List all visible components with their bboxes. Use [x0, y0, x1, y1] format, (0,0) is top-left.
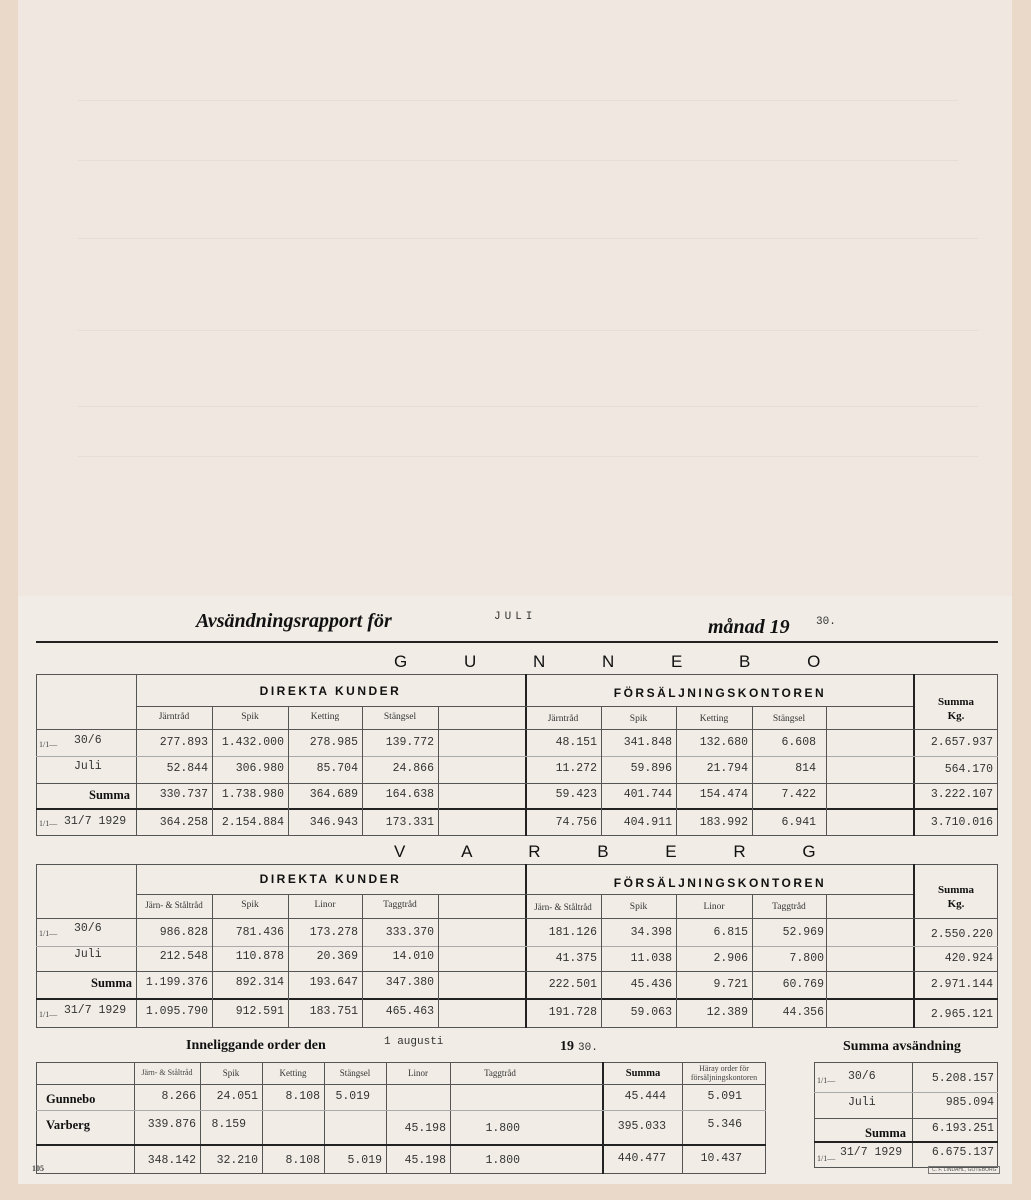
- orders-row-harav: 5.091: [707, 1090, 742, 1103]
- avsandning-row-label: Juli: [848, 1096, 876, 1109]
- cell: 14.010: [392, 950, 434, 963]
- gunnebo-forsaljningskontoren-header: FÖRSÄLJNINGSKONTOREN: [613, 686, 827, 700]
- cell: 912.591: [235, 1005, 284, 1018]
- show-through-line: [78, 406, 978, 407]
- cell: 5.019: [347, 1154, 382, 1167]
- orders-title: Inneliggande order den: [186, 1038, 326, 1053]
- cell: 7.800: [789, 952, 824, 965]
- page-edge-right: [1012, 0, 1031, 1200]
- col-header: Järntråd: [158, 712, 190, 722]
- cell: 59.896: [630, 762, 672, 775]
- cell: 8.108: [285, 1154, 320, 1167]
- row-total: 2.971.144: [930, 978, 993, 991]
- cell: 41.375: [555, 952, 597, 965]
- row-total: 2.657.937: [930, 736, 993, 749]
- cell: 330.737: [159, 788, 208, 801]
- row-label: 31/7 1929: [64, 1004, 127, 1017]
- cell: 212.548: [159, 950, 208, 963]
- report-year-suffix: 30.: [816, 616, 836, 628]
- cell: 181.126: [548, 926, 597, 939]
- col-header: Stängsel: [772, 714, 806, 724]
- row-label-summa: Summa: [89, 788, 130, 802]
- cell: 306.980: [235, 762, 284, 775]
- gunnebo-direkta-kunder-header: DIREKTA KUNDER: [259, 684, 402, 698]
- col-header: Spik: [222, 1068, 240, 1078]
- gunnebo-table: [36, 674, 998, 836]
- cell: 364.258: [159, 816, 208, 829]
- col-header: Spik: [629, 902, 648, 912]
- cell: 24.051: [216, 1090, 258, 1103]
- cell: 173.331: [385, 816, 434, 829]
- avsandning-row-value: 6.193.251: [931, 1122, 994, 1135]
- col-header: Spik: [629, 714, 648, 724]
- cell: 348.142: [147, 1154, 196, 1167]
- show-through-line: [78, 160, 958, 161]
- cell: 814: [795, 762, 816, 775]
- avsandning-row-label: 30/6: [848, 1070, 876, 1083]
- cell: 12.389: [706, 1006, 748, 1019]
- cell: 74.756: [555, 816, 597, 829]
- varberg-forsaljningskontoren-header: FÖRSÄLJNINGSKONTOREN: [613, 876, 827, 890]
- row-total: 564.170: [944, 763, 993, 776]
- cell: 1.800: [485, 1154, 520, 1167]
- row-prefix: 1/1—: [39, 929, 58, 938]
- cell: 21.794: [706, 762, 748, 775]
- cell: 278.985: [309, 736, 358, 749]
- orders-row-summa: 440.477: [617, 1152, 666, 1165]
- header-rule: [36, 641, 998, 643]
- avsandning-title: Summa avsändning: [843, 1039, 961, 1054]
- row-label: 30/6: [74, 734, 102, 747]
- row-prefix: 1/1—: [39, 740, 58, 749]
- cell: 2.154.884: [221, 816, 284, 829]
- cell: 341.848: [623, 736, 672, 749]
- cell: 2.906: [713, 952, 748, 965]
- cell: 193.647: [309, 976, 358, 989]
- col-header: Taggtråd: [484, 1068, 516, 1078]
- gunnebo-kg-header: Kg.: [947, 710, 965, 722]
- row-prefix: 1/1—: [817, 1076, 836, 1085]
- row-label: 30/6: [74, 922, 102, 935]
- cell: 277.893: [159, 736, 208, 749]
- row-total: 2.965.121: [930, 1008, 993, 1021]
- col-header: Taggtråd: [772, 902, 806, 912]
- show-through-line: [78, 456, 978, 457]
- cell: 222.501: [548, 978, 597, 991]
- cell: 191.728: [548, 1006, 597, 1019]
- varberg-direkta-kunder-header: DIREKTA KUNDER: [259, 872, 402, 886]
- cell: 1.095.790: [145, 1005, 208, 1018]
- cell: 60.769: [782, 978, 824, 991]
- cell: 1.738.980: [221, 788, 284, 801]
- row-prefix: 1/1—: [817, 1154, 836, 1163]
- cell: 1.432.000: [221, 736, 284, 749]
- cell: 11.272: [555, 762, 597, 775]
- cell: 45.198: [404, 1122, 446, 1135]
- varberg-kg-header: Kg.: [947, 898, 965, 910]
- cell: 346.943: [309, 816, 358, 829]
- col-header: Järn- & Ståltråd: [534, 902, 592, 912]
- cell: 164.638: [385, 788, 434, 801]
- row-prefix: 1/1—: [39, 1010, 58, 1019]
- avsandning-row-value: 6.675.137: [931, 1146, 994, 1159]
- row-total: 2.550.220: [930, 928, 993, 941]
- page-edge-bottom: [0, 1184, 1031, 1200]
- cell: 8.159: [211, 1118, 246, 1131]
- cell: 401.744: [623, 788, 672, 801]
- cell: 154.474: [699, 788, 748, 801]
- orders-row-summa: 395.033: [617, 1120, 666, 1133]
- cell: 52.969: [782, 926, 824, 939]
- avsandning-table: [814, 1062, 998, 1168]
- col-header: Järntråd: [547, 714, 579, 724]
- orders-table: [36, 1062, 766, 1174]
- page-edge-left: [0, 0, 18, 1200]
- col-header: Stängsel: [339, 1068, 371, 1078]
- col-header: Taggtråd: [383, 900, 417, 910]
- report-month: JULI: [494, 611, 537, 623]
- report-title: Avsändningsrapport för: [196, 610, 392, 632]
- col-header: Stängsel: [383, 712, 417, 722]
- cell: 986.828: [159, 926, 208, 939]
- reverse-side-folded-sheet: [18, 0, 1012, 596]
- avsandning-row-label-summa: Summa: [865, 1126, 906, 1140]
- report-form: [18, 596, 1012, 1184]
- orders-row-label: Gunnebo: [46, 1092, 96, 1106]
- col-header: Ketting: [699, 714, 729, 724]
- orders-year-suffix: 30.: [578, 1042, 598, 1054]
- cell: 781.436: [235, 926, 284, 939]
- cell: 465.463: [385, 1005, 434, 1018]
- row-label: Juli: [74, 760, 102, 773]
- row-label: Juli: [74, 948, 102, 961]
- gunnebo-summa-header: Summa: [937, 696, 975, 708]
- cell: 173.278: [309, 926, 358, 939]
- cell: 7.422: [781, 788, 816, 801]
- col-header: Linor: [314, 900, 336, 910]
- cell: 45.436: [630, 978, 672, 991]
- avsandning-row-value: 5.208.157: [931, 1072, 994, 1085]
- cell: 364.689: [309, 788, 358, 801]
- cell: 8.108: [285, 1090, 320, 1103]
- show-through-line: [78, 330, 978, 331]
- cell: 11.038: [630, 952, 672, 965]
- cell: 892.314: [235, 976, 284, 989]
- cell: 52.844: [166, 762, 208, 775]
- orders-harav-header-line1: Häray order för: [699, 1064, 749, 1073]
- printer-stamp: C. F. LINDAHL, GOTEBORG: [928, 1166, 1000, 1174]
- row-total: 420.924: [944, 952, 993, 965]
- avsandning-row-label: 31/7 1929: [840, 1146, 903, 1159]
- cell: 85.704: [316, 762, 358, 775]
- orders-row-harav: 10.437: [700, 1152, 742, 1165]
- cell: 59.063: [630, 1006, 672, 1019]
- row-label: 31/7 1929: [64, 815, 127, 828]
- orders-row-harav: 5.346: [707, 1118, 742, 1131]
- show-through-line: [78, 238, 978, 239]
- cell: 339.876: [147, 1118, 196, 1131]
- cell: 44.356: [782, 1006, 824, 1019]
- orders-harav-header-line2: försäljningskontoren: [690, 1073, 758, 1082]
- report-manad-label: månad 19: [708, 616, 790, 638]
- gunnebo-heading: G U N N E B O: [394, 652, 847, 671]
- cell: 110.878: [235, 950, 284, 963]
- cell: 5.019: [335, 1090, 370, 1103]
- cell: 59.423: [555, 788, 597, 801]
- row-prefix: 1/1—: [39, 819, 58, 828]
- cell: 347.380: [385, 976, 434, 989]
- cell: 183.751: [309, 1005, 358, 1018]
- cell: 9.721: [713, 978, 748, 991]
- col-header: Järn- & Ståltråd: [145, 900, 203, 910]
- row-label-summa: Summa: [91, 976, 132, 990]
- orders-year: 19: [560, 1039, 574, 1054]
- cell: 20.369: [316, 950, 358, 963]
- col-header: Linor: [703, 902, 725, 912]
- col-header: Linor: [408, 1068, 428, 1078]
- cell: 132.680: [699, 736, 748, 749]
- cell: 32.210: [216, 1154, 258, 1167]
- cell: 183.992: [699, 816, 748, 829]
- cell: 404.911: [623, 816, 672, 829]
- cell: 6.608: [781, 736, 816, 749]
- avsandning-row-value: 985.094: [945, 1096, 994, 1109]
- cell: 1.199.376: [145, 976, 208, 989]
- orders-row-label: Varberg: [46, 1118, 90, 1132]
- orders-date: 1 augusti: [384, 1036, 444, 1048]
- cell: 8.266: [161, 1090, 196, 1103]
- varberg-heading: V A R B E R G: [394, 842, 842, 861]
- cell: 45.198: [404, 1154, 446, 1167]
- show-through-line: [78, 100, 958, 101]
- cell: 6.815: [713, 926, 748, 939]
- col-header: Ketting: [310, 712, 340, 722]
- varberg-table: [36, 864, 998, 1028]
- row-total: 3.710.016: [930, 816, 993, 829]
- cell: 48.151: [555, 736, 597, 749]
- orders-row-summa: 45.444: [624, 1090, 666, 1103]
- row-total: 3.222.107: [930, 788, 993, 801]
- col-header: Ketting: [279, 1068, 307, 1078]
- col-header: Spik: [241, 712, 259, 722]
- cell: 34.398: [630, 926, 672, 939]
- cell: 24.866: [392, 762, 434, 775]
- cell: 1.800: [485, 1122, 520, 1135]
- col-header: Järn- & Ståltråd: [141, 1068, 193, 1077]
- cell: 6.941: [781, 816, 816, 829]
- orders-summa-header: Summa: [625, 1068, 661, 1079]
- form-number: 105: [32, 1164, 44, 1173]
- cell: 139.772: [385, 736, 434, 749]
- cell: 333.370: [385, 926, 434, 939]
- col-header: Spik: [241, 900, 259, 910]
- varberg-summa-header: Summa: [937, 884, 975, 896]
